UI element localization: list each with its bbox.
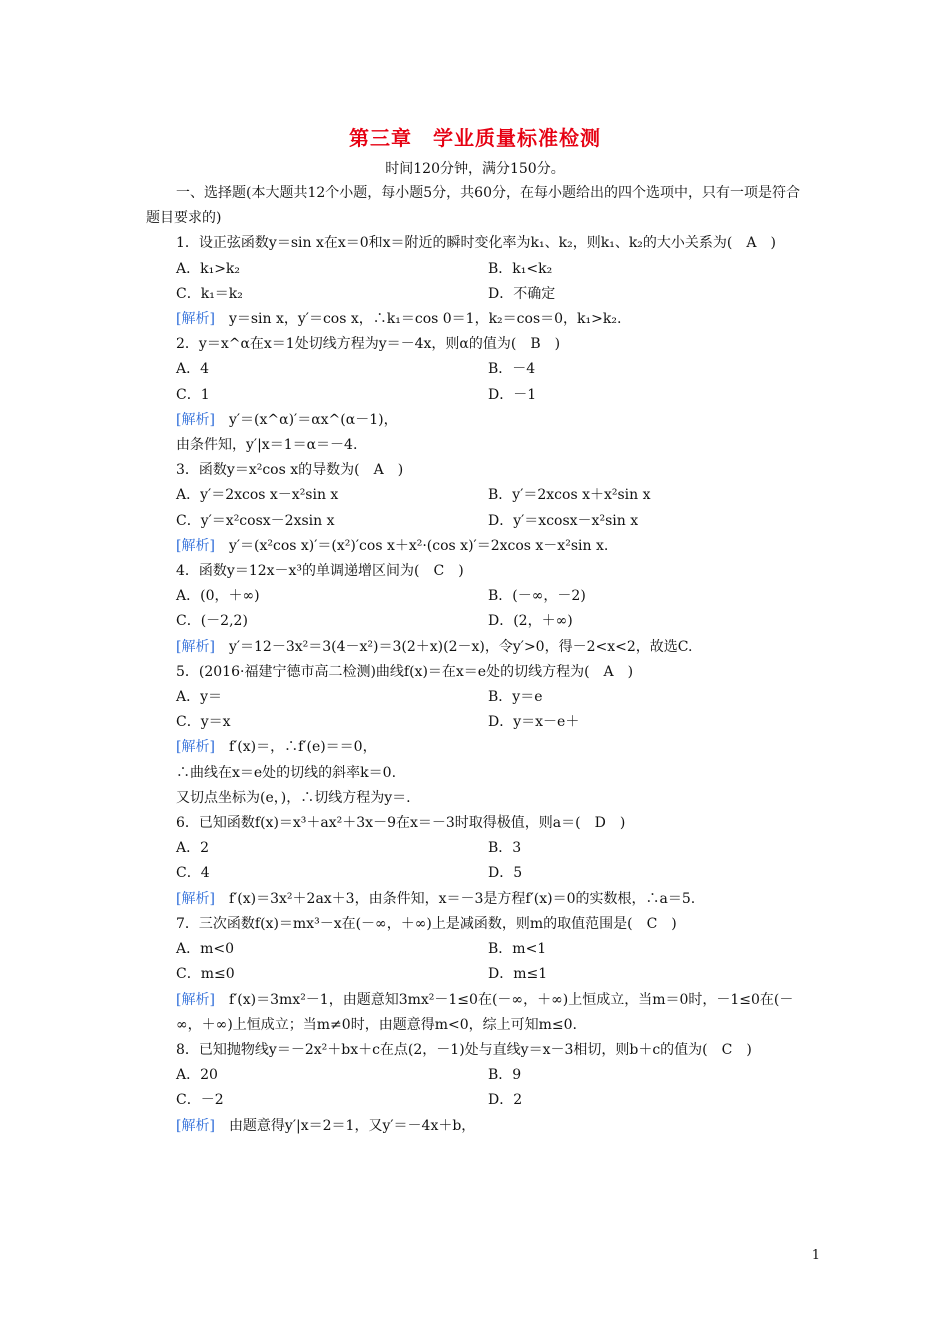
- answer-option: A．20: [176, 1067, 218, 1084]
- analysis-text: y′＝(x^α)′＝αx^(α－1)，: [228, 411, 398, 428]
- question-stem: 7．三次函数f(x)＝mx³－x在(－∞，＋∞)上是减函数，则m的取值范围是( C ): [176, 915, 677, 932]
- question-stem: 8．已知抛物线y＝－2x²＋bx＋c在点(2，－1)处与直线y＝x－3相切，则b＋c的值为( C ): [176, 1041, 752, 1058]
- option-row: [146, 1063, 810, 1088]
- answer-option: D．2: [488, 1092, 523, 1109]
- answer-option: A．m<0: [176, 941, 235, 958]
- option-row: [146, 836, 810, 861]
- question-3: [146, 458, 810, 559]
- analysis-text: y′＝12－3x²＝3(4－x²)＝3(2＋x)(2－x)，令y′>0，得－2<x<2，故选C.: [228, 638, 693, 655]
- question-stem: 3．函数y＝x²cos x的导数为( A ): [176, 462, 404, 479]
- answer-option: A．y＝: [176, 689, 223, 706]
- question-stem: 5．(2016·福建宁德市高二检测)曲线f(x)＝在x＝e处的切线方程为( A ): [176, 663, 634, 680]
- analysis-tag: [解析]: [176, 537, 215, 554]
- document-body: [146, 181, 810, 1139]
- option-row: [146, 861, 810, 886]
- question-stem: 2．y＝x^α在x＝1处切线方程为y＝－4x，则α的值为( B ): [176, 336, 561, 353]
- page-number: 1: [811, 1248, 820, 1263]
- answer-option: C．1: [176, 386, 210, 403]
- option-row: [146, 937, 810, 962]
- option-row: [146, 584, 810, 609]
- question-4: [146, 559, 810, 660]
- option-row: [146, 357, 810, 382]
- answer-option: A．2: [176, 840, 210, 857]
- question-8: [146, 1038, 810, 1139]
- option-row: [146, 609, 810, 634]
- section-heading: 一、选择题(本大题共12个小题，每小题5分，共60分，在每小题给出的四个选项中，只有一项是符合题目要求的): [146, 185, 800, 227]
- analysis: [146, 988, 810, 1038]
- analysis: [146, 635, 810, 660]
- analysis: [146, 307, 810, 332]
- analysis: [146, 408, 810, 433]
- answer-option: B．k₁<k₂: [488, 260, 553, 277]
- answer-option: C．y＝x: [176, 714, 231, 731]
- question-7: [146, 912, 810, 1038]
- answer-option: B．－4: [488, 361, 536, 378]
- question-list: [146, 231, 810, 1138]
- analysis-line: 由条件知，y′|x＝1＝α＝－4.: [176, 437, 358, 454]
- answer-option: D．y′＝xcosx－x²sin x: [488, 512, 639, 529]
- answer-option: B．y＝e: [488, 689, 543, 706]
- analysis-text: f′(x)＝3mx²－1，由题意知3mx²－1≤0在(－∞，＋∞)上恒成立，当m＝0时，－1≤0在(－∞，＋∞)上恒成立；当m≠0时，由题意得m<0，综上可知m≤0.: [176, 991, 794, 1033]
- analysis-tag: [解析]: [176, 638, 215, 655]
- question-stem: 1．设正弦函数y＝sin x在x＝0和x＝附近的瞬时变化率为k₁、k₂，则k₁、k₂的大小关系为( A ): [176, 235, 776, 252]
- analysis-text: f′(x)＝，∴f′(e)＝＝0，: [228, 739, 377, 756]
- answer-option: A．y′＝2xcos x－x²sin x: [176, 487, 339, 504]
- answer-option: B．y′＝2xcos x＋x²sin x: [488, 487, 651, 504]
- option-row: [146, 1088, 810, 1113]
- question-5: [146, 660, 810, 811]
- question-stem: 6．已知函数f(x)＝x³＋ax²＋3x－9在x＝－3时取得极值，则a＝( D ): [176, 815, 626, 832]
- answer-option: D．不确定: [488, 285, 556, 302]
- analysis-text: 由题意得y′|x＝2＝1，又y′＝－4x＋b，: [228, 1117, 476, 1134]
- answer-option: C．k₁＝k₂: [176, 285, 243, 302]
- analysis-tag: [解析]: [176, 739, 215, 756]
- option-row: [146, 282, 810, 307]
- question-2: [146, 332, 810, 458]
- answer-option: B．(－∞，－2): [488, 588, 586, 605]
- option-row: [146, 257, 810, 282]
- option-row: [146, 483, 810, 508]
- answer-option: D．5: [488, 865, 523, 882]
- analysis-tag: [解析]: [176, 991, 215, 1008]
- analysis-line: ∴曲线在x＝e处的切线的斜率k＝0.: [176, 764, 397, 781]
- analysis-tag: [解析]: [176, 311, 215, 328]
- answer-option: D．(2，＋∞): [488, 613, 573, 630]
- answer-option: B．9: [488, 1067, 522, 1084]
- analysis-tag: [解析]: [176, 1117, 215, 1134]
- question-6: [146, 811, 810, 912]
- option-row: [146, 383, 810, 408]
- answer-option: B．3: [488, 840, 522, 857]
- answer-option: D．m≤1: [488, 966, 548, 983]
- answer-option: C．(－2,2): [176, 613, 248, 630]
- analysis-text: y′＝(x²cos x)′＝(x²)′cos x＋x²·(cos x)′＝2xcos x－x²sin x.: [228, 537, 609, 554]
- option-row: [146, 710, 810, 735]
- analysis-tag: [解析]: [176, 890, 215, 907]
- answer-option: B．m<1: [488, 941, 547, 958]
- answer-option: C．－2: [176, 1092, 224, 1109]
- analysis-tag: [解析]: [176, 411, 215, 428]
- answer-option: A．4: [176, 361, 210, 378]
- option-row: [146, 962, 810, 987]
- answer-option: A．k₁>k₂: [176, 260, 241, 277]
- analysis-text: f′(x)＝3x²＋2ax＋3，由条件知，x＝－3是方程f′(x)＝0的实数根，∴a＝5.: [228, 890, 696, 907]
- answer-option: C．y′＝x²cosx－2xsin x: [176, 512, 335, 529]
- exam-info: 时间120分钟，满分150分。: [385, 161, 565, 177]
- answer-option: C．m≤0: [176, 966, 235, 983]
- analysis: [146, 887, 810, 912]
- question-stem: 4．函数y＝12x－x³的单调递增区间为( C ): [176, 563, 464, 580]
- answer-option: C．4: [176, 865, 210, 882]
- analysis: [146, 1114, 810, 1139]
- page-title: 第三章 学业质量标准检测: [349, 126, 601, 150]
- option-row: [146, 509, 810, 534]
- analysis: [146, 735, 810, 760]
- answer-option: A．(0，＋∞): [176, 588, 260, 605]
- analysis-text: y＝sin x，y′＝cos x，∴k₁＝cos 0＝1，k₂＝cos＝0，k₁>k₂.: [228, 311, 622, 328]
- option-row: [146, 685, 810, 710]
- analysis-line: 又切点坐标为(e，)，∴切线方程为y＝.: [176, 789, 411, 806]
- analysis: [146, 534, 810, 559]
- answer-option: D．y＝x－e＋: [488, 714, 580, 731]
- answer-option: D．－1: [488, 386, 537, 403]
- question-1: [146, 231, 810, 332]
